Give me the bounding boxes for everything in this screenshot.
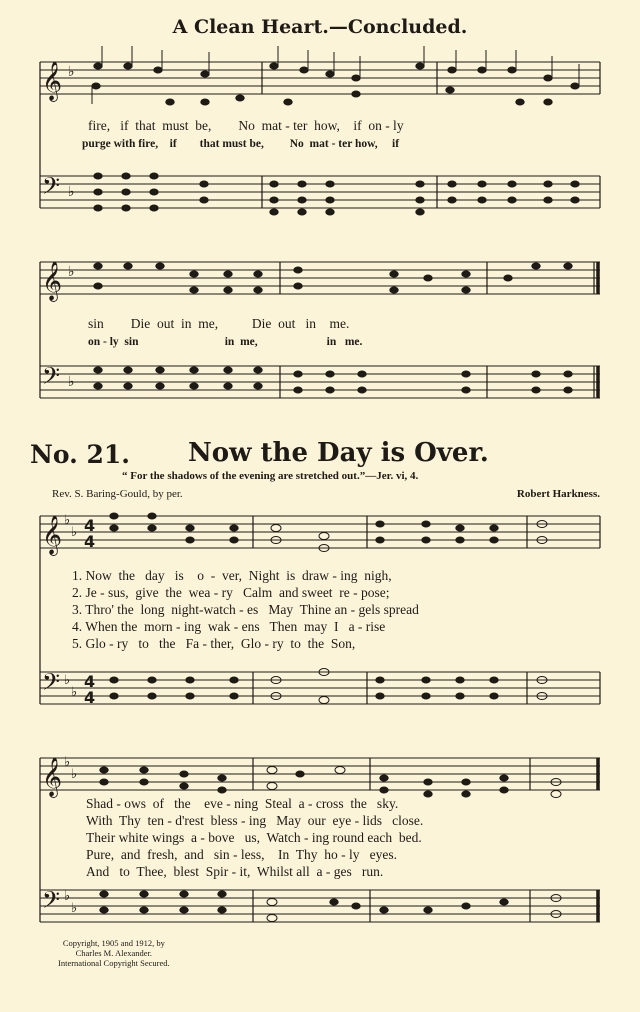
- svg-text:♭: ♭: [68, 264, 75, 280]
- epigraph: “ For the shadows of the evening are stretched out.”—Jer. vi, 4.: [122, 470, 419, 482]
- staff-d-treble: [40, 758, 600, 790]
- verse-line: 1. Now the day is o - ver, Night is draw - ing nigh,: [72, 568, 392, 583]
- verse-line: Their white wings a - bove us, Watch - ing round each bed.: [86, 830, 422, 845]
- staff-c-treble: [40, 516, 600, 548]
- verse-line: 4. When the morn - ing wak - ens Then may I a - rise: [72, 619, 386, 634]
- svg-text:♭: ♭: [64, 755, 71, 770]
- verse-line: Pure, and fresh, and sin - less, In Thy ho - ly eyes.: [86, 847, 397, 862]
- verse-line: 2. Je - sus, give the wea - ry Calm and sweet re - pose;: [72, 585, 390, 600]
- svg-text:♭: ♭: [64, 513, 71, 528]
- svg-text:𝄢: 𝄢: [42, 172, 61, 205]
- staff-c-bass: [40, 672, 600, 704]
- svg-text:𝄞: 𝄞: [42, 261, 63, 301]
- svg-text:𝄢: 𝄢: [42, 886, 61, 919]
- svg-text:♭: ♭: [71, 525, 78, 540]
- svg-text:4: 4: [84, 516, 96, 535]
- copyright: [58, 938, 170, 968]
- lyric-line: purge with fire, if that must be, No mat - ter how, if: [82, 138, 400, 150]
- svg-text:4: 4: [84, 672, 96, 691]
- lyric-line: on - ly sin in me, in me.: [88, 336, 363, 348]
- hymn-number: No. 21.: [30, 440, 130, 469]
- verse-line: 5. Glo - ry to the Fa - ther, Glo - ry to the Son,: [72, 636, 356, 651]
- composer: Robert Harkness.: [516, 488, 600, 500]
- svg-text:♭: ♭: [71, 685, 78, 700]
- svg-text:𝄢: 𝄢: [42, 668, 61, 701]
- svg-text:♭: ♭: [68, 64, 75, 80]
- page-header: A Clean Heart.—Concluded.: [172, 16, 468, 38]
- copyright-line: Charles M. Alexander.: [75, 948, 153, 958]
- svg-text:𝄞: 𝄞: [42, 515, 63, 555]
- verse-line: And to Thee, blest Spir - it, Whilst all a - ges run.: [86, 864, 384, 879]
- svg-text:♭: ♭: [68, 374, 75, 390]
- svg-text:♭: ♭: [64, 673, 71, 688]
- notes-a-bass: [94, 173, 579, 215]
- verse-line: With Thy ten - d'rest bless - ing May our eye - lids close.: [86, 813, 424, 828]
- svg-text:𝄞: 𝄞: [42, 757, 63, 797]
- svg-text:𝄢: 𝄢: [42, 362, 61, 395]
- staff-d-bass: [40, 890, 600, 922]
- author: Rev. S. Baring-Gould, by per.: [52, 488, 183, 500]
- hymn-title: Now the Day is Over.: [188, 438, 489, 468]
- copyright-line: Copyright, 1905 and 1912, by: [62, 938, 165, 948]
- svg-text:4: 4: [84, 688, 96, 707]
- svg-text:♭: ♭: [71, 767, 78, 782]
- verse-line: Shad - ows of the eve - ning Steal a - cross the sky.: [86, 796, 399, 811]
- verse-line: 3. Thro' the long night-watch - es May Thine an - gels spread: [72, 602, 419, 617]
- copyright-line: International Copyright Secured.: [58, 958, 170, 968]
- svg-text:♭: ♭: [68, 184, 75, 200]
- svg-text:𝄞: 𝄞: [42, 61, 63, 101]
- svg-text:♭: ♭: [64, 889, 71, 904]
- notes-a: [92, 46, 579, 105]
- svg-text:4: 4: [84, 532, 96, 551]
- lyric-line: fire, if that must be, No mat - ter how, if on - ly: [88, 118, 404, 133]
- lyric-line: sin Die out in me, Die out in me.: [88, 316, 350, 331]
- svg-text:♭: ♭: [71, 901, 78, 916]
